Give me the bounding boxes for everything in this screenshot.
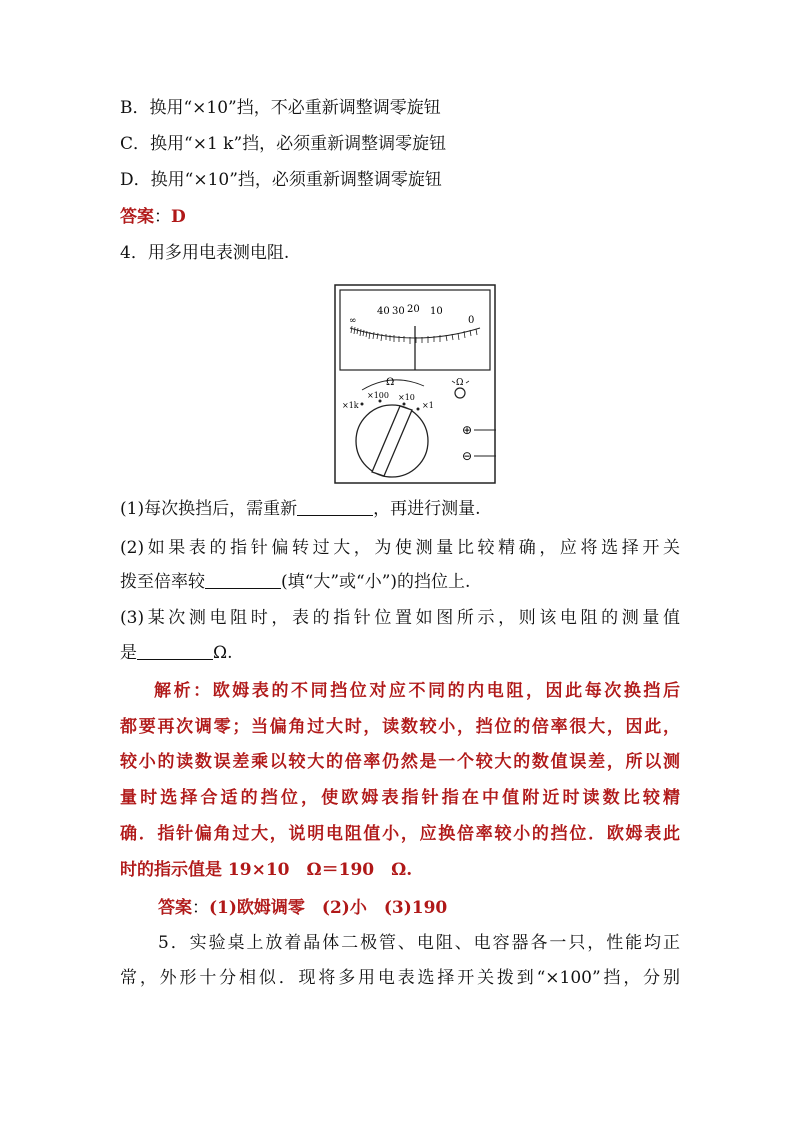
scale-label-20: 20: [407, 304, 420, 315]
analysis-line-4: 量时选择合适的挡位，使欧姆表指针指在中值附近时读数比较精: [120, 788, 680, 808]
answer-3: [120, 205, 680, 229]
q5-line1: 5．实验桌上放着晶体二极管、电阻、电容器各一只，性能均正: [158, 933, 680, 953]
analysis-line-5: 确．指针偏角过大，说明电阻值小，应换倍率较小的挡位．欧姆表此: [120, 824, 680, 844]
scale-label-30: 30: [392, 306, 405, 317]
q4-title: 4．用多用电表测电阻.: [120, 243, 290, 263]
answer-value: D: [171, 207, 186, 227]
zero-adjust-knob[interactable]: [455, 388, 465, 398]
option-b: B．换用“×10”挡，不必重新调整调零旋钮: [120, 98, 441, 118]
minus-terminal-icon: ⊖: [462, 449, 473, 463]
knob-label-x100: ×100: [367, 391, 389, 400]
answer-label: 答案: [158, 898, 192, 918]
answer-sep: ：: [154, 207, 171, 227]
answer-sep: ：: [192, 898, 209, 918]
knob-label-x10: ×10: [398, 393, 415, 402]
answer-label: 答案: [120, 207, 154, 227]
scale-label-0: 0: [468, 315, 475, 326]
analysis-line-2: 都要再次调零；当偏角过大时，读数较小，挡位的倍率很大，因此，: [120, 717, 680, 737]
blank-2[interactable]: [205, 571, 281, 589]
scale-label-10: 10: [430, 306, 443, 317]
analysis-line-3: 较小的读数误差乘以较大的倍率仍然是一个较大的数值误差，所以测: [120, 752, 680, 772]
option-c: C．换用“×1 k”挡，必须重新调整调零旋钮: [120, 134, 447, 154]
multimeter-figure: [334, 284, 496, 484]
analysis-line-6: 时的指示值是 19×10 Ω＝190 Ω.: [120, 860, 413, 880]
q4-part2-line2: 拨至倍率较 (填“大”或“小”)的挡位上.: [120, 572, 471, 592]
knob-label-x1: ×1: [422, 401, 434, 410]
scale-label-inf: ∞: [349, 316, 357, 326]
plus-terminal-icon: ⊕: [462, 423, 473, 437]
q4-part1: (1)每次换挡后，需重新 ，再进行测量.: [120, 499, 481, 519]
analysis-line-1: 解析：欧姆表的不同挡位对应不同的内电阻，因此每次换挡后: [154, 681, 681, 701]
q4-part2-line1: (2)如果表的指针偏转过大，为使测量比较精确，应将选择开关: [120, 538, 680, 558]
knob-label-x1k: ×1k: [342, 401, 359, 410]
q5-line2: 常，外形十分相似．现将多用电表选择开关拨到“×100”挡，分别: [120, 968, 680, 988]
q4-part3-line1: (3)某次测电阻时，表的指针位置如图所示，则该电阻的测量值: [120, 608, 680, 628]
answer-value: (1)欧姆调零 (2)小 (3)190: [209, 898, 448, 918]
zero-adjust-label: Ω: [456, 378, 464, 388]
option-d: D．换用“×10”挡，必须重新调整调零旋钮: [120, 170, 442, 190]
knob-label-ohm: Ω: [386, 377, 395, 388]
blank-3[interactable]: [137, 642, 213, 660]
scale-label-40: 40: [377, 306, 390, 317]
answer-4: [120, 896, 680, 920]
q4-part3-line2: 是 Ω.: [120, 643, 233, 663]
blank-1[interactable]: [297, 498, 373, 516]
analysis-label: 解析：: [154, 681, 213, 701]
